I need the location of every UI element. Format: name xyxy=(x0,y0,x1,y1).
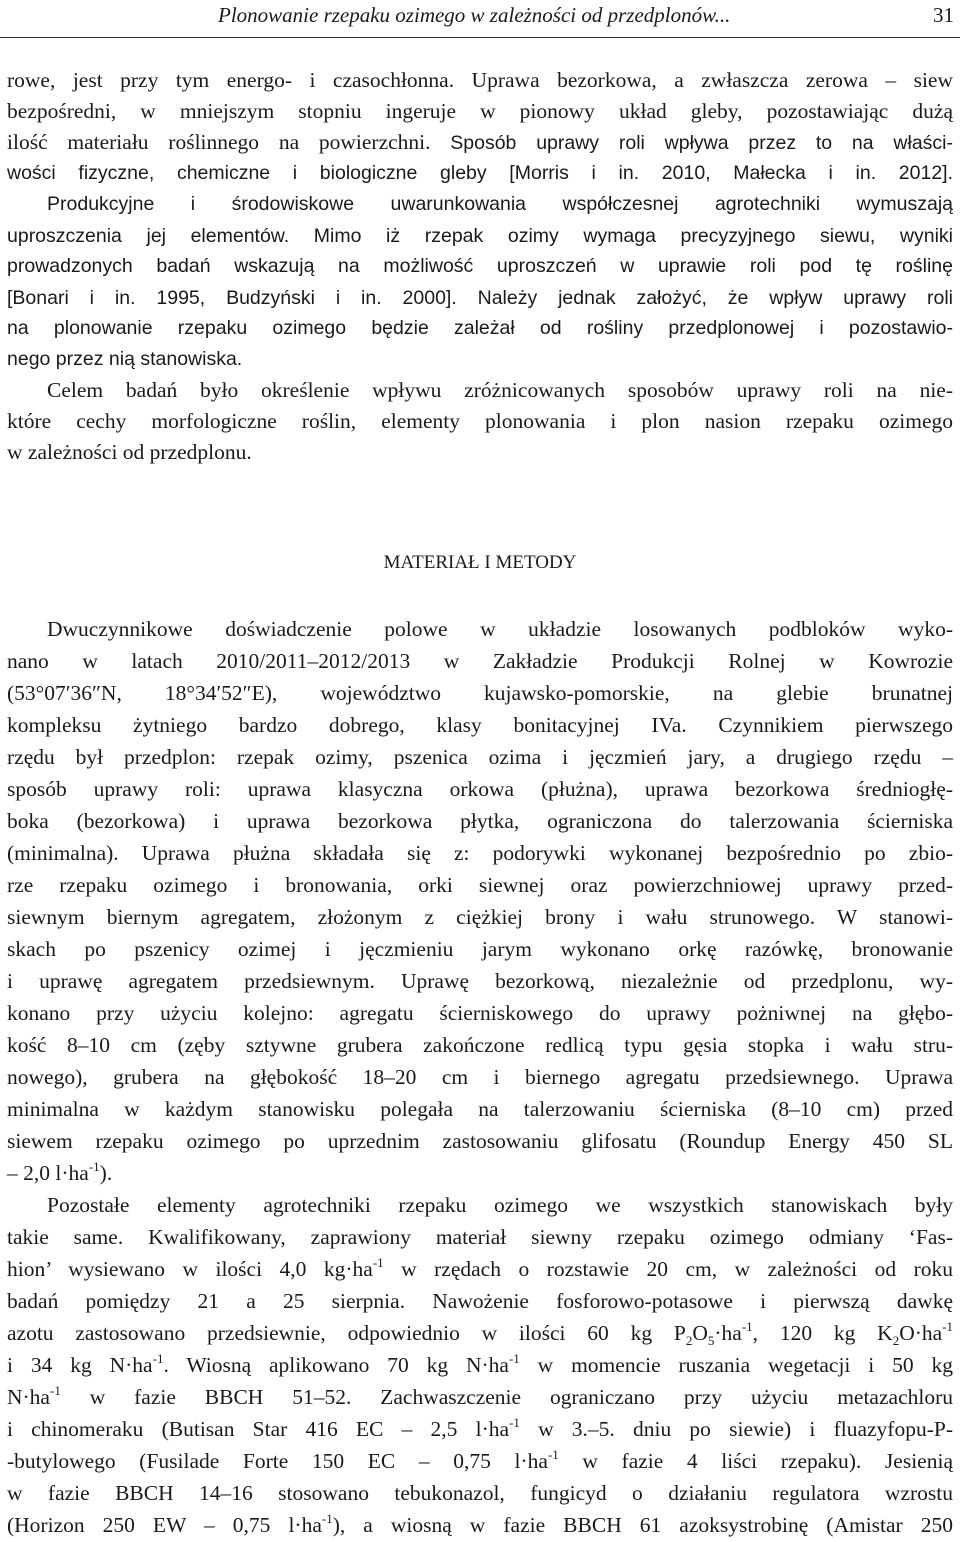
rate-exponent: -1 xyxy=(88,1159,100,1174)
aim-line: które cechy morfologiczne roślin, elementy plonowania i plon nasion rzepaku ozimego xyxy=(7,409,953,433)
rate-text: – 2,0 l·ha xyxy=(7,1161,89,1185)
para2-line xyxy=(7,1350,953,1380)
para2-line xyxy=(7,1510,953,1540)
intro-segment: uproszczenia jej elementów. xyxy=(7,225,290,247)
section-heading: MATERIAŁ I METODY xyxy=(383,552,577,573)
aim-line: Celem badań było określenie wpływu zróżnicowanych sposobów uprawy roli na nie- xyxy=(47,378,953,402)
header-rule xyxy=(0,37,960,38)
para2-line: takie same. Kwalifikowany, zaprawiony materiał siewny rzepaku ozimego odmiany ‘Fas- xyxy=(7,1225,953,1249)
intro-line: rowe, jest przy tym energo- i czasochłonna. Uprawa bezorkowa, a zwłaszcza zerowa – siew xyxy=(7,68,953,92)
methods-line: kość 8–10 cm (zęby sztywne grubera zakończone redlicą typu gęsia stopka i wału stru- xyxy=(7,1033,953,1057)
superscript: -1 xyxy=(547,1447,559,1462)
running-title: Plonowanie rzepaku ozimego w zależności od przedplonów... xyxy=(218,3,731,27)
intro-line: Produkcyjne i środowiskowe uwarunkowania współczesnej agrotechniki wymuszają xyxy=(47,193,953,215)
text-segment: hion’ wysiewano w ilości 4,0 kg·ha xyxy=(7,1257,373,1281)
intro-segment: ilość materiału roślinnego na powierzchni. xyxy=(7,130,431,154)
methods-line: sposób uprawy roli: uprawa klasyczna orkowa (płużna), uprawa bezorkowa średniogłę- xyxy=(7,777,953,801)
methods-line: (53°07′36″N, 18°34′52″E), województwo kujawsko-pomorskie, na glebie brunatnej xyxy=(7,681,953,705)
para2-line xyxy=(7,1254,953,1284)
subscript: 2 xyxy=(685,1333,693,1348)
text-segment: (Horizon 250 EW – 0,75 l·ha xyxy=(7,1513,322,1537)
text-segment: azotu zastosowano przedsiewnie, odpowiednio w ilości 60 kg P xyxy=(7,1321,686,1345)
superscript: -1 xyxy=(509,1415,520,1430)
text-segment: ·ha xyxy=(714,1321,742,1345)
methods-line: (minimalna). Uprawa płużna składała się z: podorywki wykonanej bezpośrednio po zbio- xyxy=(7,841,953,865)
text-segment: . Wiosną aplikowano 70 kg N·ha xyxy=(163,1353,509,1377)
methods-line: boka (bezorkowa) i uprawa bezorkowa płytka, ograniczona do talerzowania ścierniska xyxy=(7,809,953,833)
methods-line: rze rzepaku ozimego i bronowania, orki siewnej oraz powierzchniowej uprawy przed- xyxy=(7,873,953,897)
methods-line: Dwuczynnikowe doświadczenie polowe w układzie losowanych podbloków wyko- xyxy=(47,617,953,641)
intro-line: nego przez nią stanowiska. xyxy=(7,348,243,370)
para2-line: w fazie BBCH 14–16 stosowano tebukonazol, fungicyd o działaniu regulatora wzrostu xyxy=(7,1481,953,1505)
superscript: -1 xyxy=(152,1351,164,1366)
intro-line: wości fizyczne, chemiczne i biologiczne gleby [Morris i in. 2010, Małecka i in. 2012]. xyxy=(7,162,953,184)
para2-line: Pozostałe elementy agrotechniki rzepaku ozimego we wszystkich stanowiskach były xyxy=(47,1193,953,1217)
intro-line-mixed xyxy=(7,282,953,313)
intro-segment: Sposób uprawy roli wpływa przez to na właści- xyxy=(450,132,954,154)
methods-line: siewnym biernym agregatem, złożonym z ciężkiej brony i wału strunowego. W stanowi- xyxy=(7,905,953,929)
methods-line: minimalna w każdym stanowisku polegała na talerzowaniu ścierniska (8–10 cm) przed xyxy=(7,1097,953,1121)
text-segment: -butylowego (Fusilade Forte 150 EC – 0,75 l·ha xyxy=(7,1449,548,1473)
running-header xyxy=(0,0,960,34)
methods-line: nowego), grubera na głębokość 18–20 cm i biernego agregatu przedsiewnego. Uprawa xyxy=(7,1065,953,1089)
para2-line xyxy=(7,1382,953,1412)
text-segment: O·ha xyxy=(899,1321,943,1345)
intro-segment: [Bonari i in. 1995, Budzyński i in. 2000]. xyxy=(7,287,457,309)
intro-line: prowadzonych badań wskazują na możliwość uproszczeń w uprawie roli pod tę roślinę xyxy=(7,255,953,277)
subscript: 5 xyxy=(707,1333,715,1348)
para2-line xyxy=(7,1414,953,1444)
intro-segment: Mimo iż rzepak ozimy wymaga precyzyjnego siewu, wyniki xyxy=(313,225,954,247)
text-segment: ), a wiosną w fazie BBCH 61 azoksystrobinę (Amistar 250 xyxy=(332,1513,953,1537)
text-segment: N·ha xyxy=(7,1385,50,1409)
intro-line-mixed xyxy=(7,220,953,251)
text-segment: w fazie BBCH 51–52. Zachwaszczenie ograniczano przy użyciu metazachloru xyxy=(60,1385,953,1409)
subscript: 2 xyxy=(892,1333,900,1348)
methods-line: konano przy użyciu kolejno: agregatu ścierniskowego do uprawy pożniwnej na głębo- xyxy=(7,1001,953,1025)
methods-line: i uprawę agregatem przedsiewnym. Uprawę bezorkową, niezależnie od przedplonu, wy- xyxy=(7,969,953,993)
superscript: -1 xyxy=(372,1255,384,1270)
methods-line: skach po pszenicy ozimej i jęczmieniu jarym wykonano orkę razówkę, bronowanie xyxy=(7,937,953,961)
text-segment: w fazie 4 liści rzepaku). Jesienią xyxy=(558,1449,953,1473)
text-segment: w rzędach o rozstawie 20 cm, w zależności od roku xyxy=(383,1257,954,1281)
para2-line xyxy=(7,1446,953,1476)
intro-line: na plonowanie rzepaku ozimego będzie zależał od rośliny przedplonowej i pozostawio- xyxy=(7,317,953,339)
superscript: -1 xyxy=(942,1319,954,1334)
methods-line: kompleksu żytniego bardzo dobrego, klasy bonitacyjnej IVa. Czynnikiem pierwszego xyxy=(7,713,953,737)
methods-line: rzędu był przedplon: rzepak ozimy, pszenica ozima i jęczmień jary, a drugiego rzędu – xyxy=(7,745,953,769)
intro-line: bezpośredni, w mniejszym stopniu ingeruje w pionowy układ gleby, pozostawiając dużą xyxy=(7,99,953,123)
aim-line: w zależności od przedplonu. xyxy=(7,440,252,464)
text-segment: i chinomeraku (Butisan Star 416 EC – 2,5 l·ha xyxy=(7,1417,510,1441)
page-number: 31 xyxy=(933,3,954,27)
superscript: -1 xyxy=(321,1511,333,1526)
text-segment: w momencie ruszania wegetacji i 50 kg xyxy=(519,1353,954,1377)
text-segment: i 34 kg N·ha xyxy=(7,1353,153,1377)
text-segment: , 120 kg K xyxy=(752,1321,893,1345)
superscript: -1 xyxy=(508,1351,520,1366)
text-segment: w 3.–5. dniu po siewie) i fluazyfopu-P- xyxy=(519,1417,953,1441)
para2-line xyxy=(7,1318,953,1348)
text-segment: O xyxy=(692,1321,708,1345)
intro-segment: Należy jednak założyć, że wpływ uprawy roli xyxy=(477,287,953,309)
rate-tail: ). xyxy=(99,1161,113,1185)
methods-line: siewem rzepaku ozimego po uprzednim zastosowaniu glifosatu (Roundup Energy 450 SL xyxy=(7,1129,953,1153)
methods-line: nano w latach 2010/2011–2012/2013 w Zakładzie Produkcji Rolnej w Kowrozie xyxy=(7,649,953,673)
intro-line-mixed xyxy=(7,127,953,158)
superscript: -1 xyxy=(741,1319,753,1334)
para2-line: badań pomiędzy 21 a 25 sierpnia. Nawożenie fosforowo-potasowe i pierwszą dawkę xyxy=(7,1289,953,1313)
superscript: -1 xyxy=(49,1383,61,1398)
methods-line-rate xyxy=(7,1158,953,1188)
